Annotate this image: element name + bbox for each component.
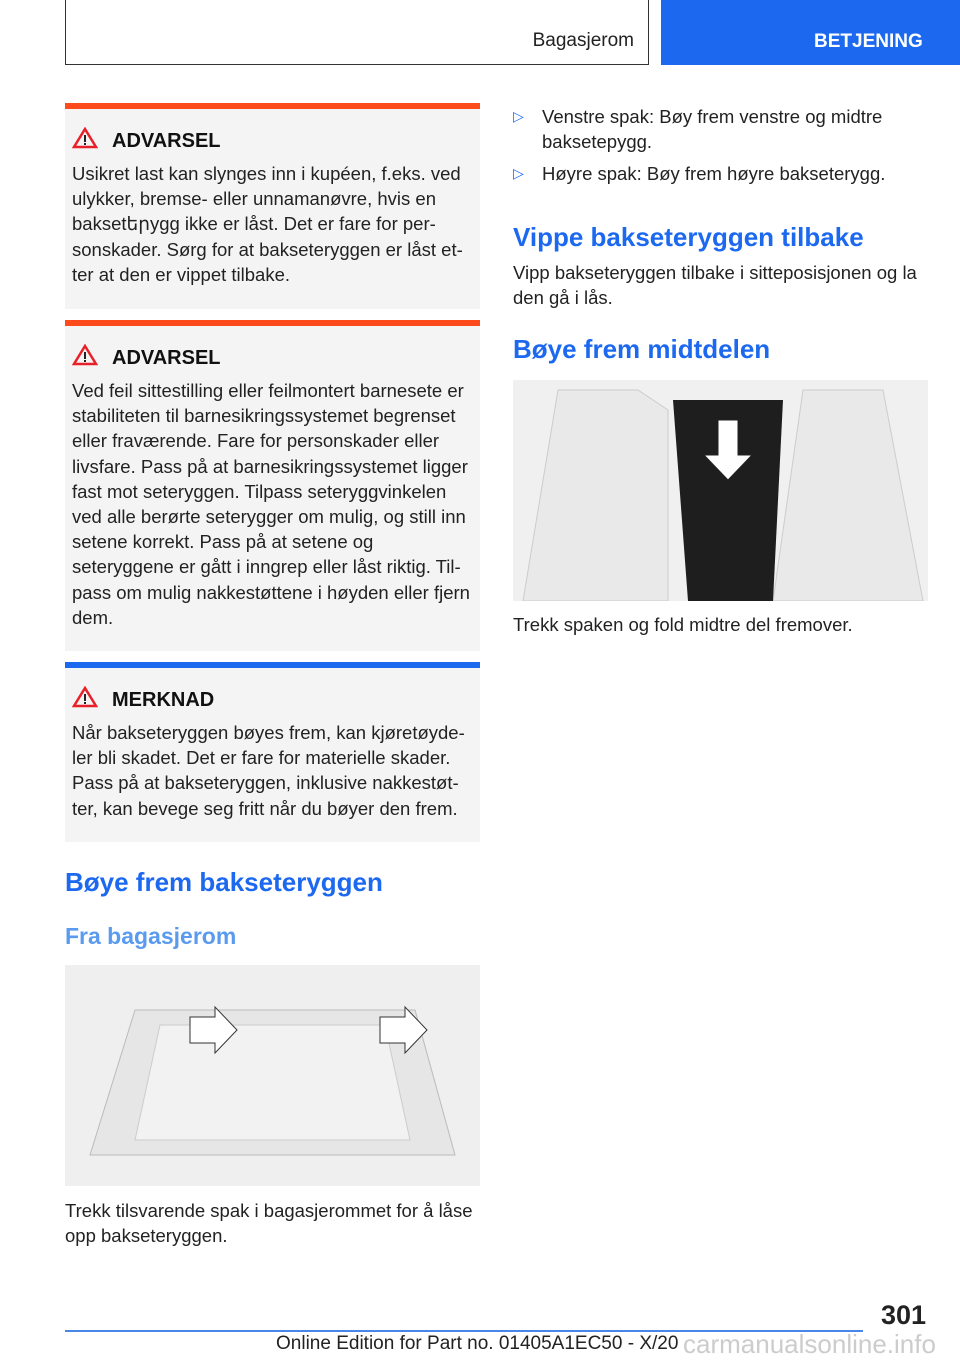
page-number: 301 (880, 1300, 926, 1330)
bullet-item: ▷ Høyre spak: Bøy frem høyre bakseterygg. (513, 161, 933, 186)
header-box (65, 0, 649, 65)
watermark: carmanualsonline.info (683, 1329, 936, 1359)
triangle-bullet-icon: ▷ (513, 165, 524, 181)
warning-icon (72, 686, 98, 714)
notice-box (65, 662, 480, 842)
note-title: MERKNAD (112, 688, 215, 711)
section-heading: Bøye frem bakseteryggen (65, 867, 383, 897)
edition-text: Online Edition for Part no. 01405A1EC50 - X/20 (276, 1333, 679, 1354)
trunk-illustration (65, 965, 480, 1186)
note-text: Ved feil sittestilling eller feilmontert barnesete er stabiliteten til barnesikringssystemet begrenset eller fraværende. Fare for personskader eller livsfare. Pass på at barnesikringssystemet ligger fast mot seteryggen. Tilpass seteryggvinkelen ved alle berørte seterygger om mulig, og still inn setene korrekt. Pass på at setene og seteryggene er gått i inngrep eller låst riktig. Tilpass om mulig nakkestøttene i høyden eller fjern dem. (72, 380, 470, 628)
note-text: Når bakseteryggen bøyes frem, kan kjøretøydeler bli skadet. Det er fare for materielle skader. Pass på at bakseteryggen, inklusive nakkestøtter, kan bevege seg fritt når du bøyer den frem. (72, 722, 465, 819)
rear-seat-illustration (513, 380, 928, 601)
note-title: ADVARSEL (112, 129, 221, 152)
note-text: Usikret last kan slynges inn i kupéen, f.eks. ved ulykker, bremse- eller unnamanøvre, hvis en baksetերygg ikke er låst. Det er fare for personskader. Sørg for at bakseteryggen er låst etter at den er vippet tilbake. (72, 163, 463, 285)
section-heading: Vippe bakseteryggen tilbake (513, 222, 864, 252)
caption: Trekk spaken og fold midtre del fremover. (513, 614, 853, 635)
warning-icon (72, 344, 98, 372)
triangle-bullet-icon: ▷ (513, 108, 524, 124)
warning-icon (72, 127, 98, 155)
warning-box (65, 103, 480, 309)
section-title: Bagasjerom (532, 30, 634, 51)
chapter-tab: BETJENING (661, 0, 960, 65)
caption: Trekk tilsvarende spak i bagasjerommet for å låse opp bakseteryggen. (65, 1200, 473, 1247)
paragraph: Vipp bakseteryggen tilbake i sitteposisjonen og la den gå i lås. (513, 262, 917, 309)
warning-box (65, 320, 480, 651)
section-heading: Bøye frem midtdelen (513, 334, 771, 364)
bullet-item: ▷ Venstre spak: Bøy frem venstre og midtre baksetерygg. (513, 106, 883, 153)
note-title: ADVARSEL (112, 346, 221, 369)
subsection-heading: Fra bagasjerom (65, 923, 237, 949)
